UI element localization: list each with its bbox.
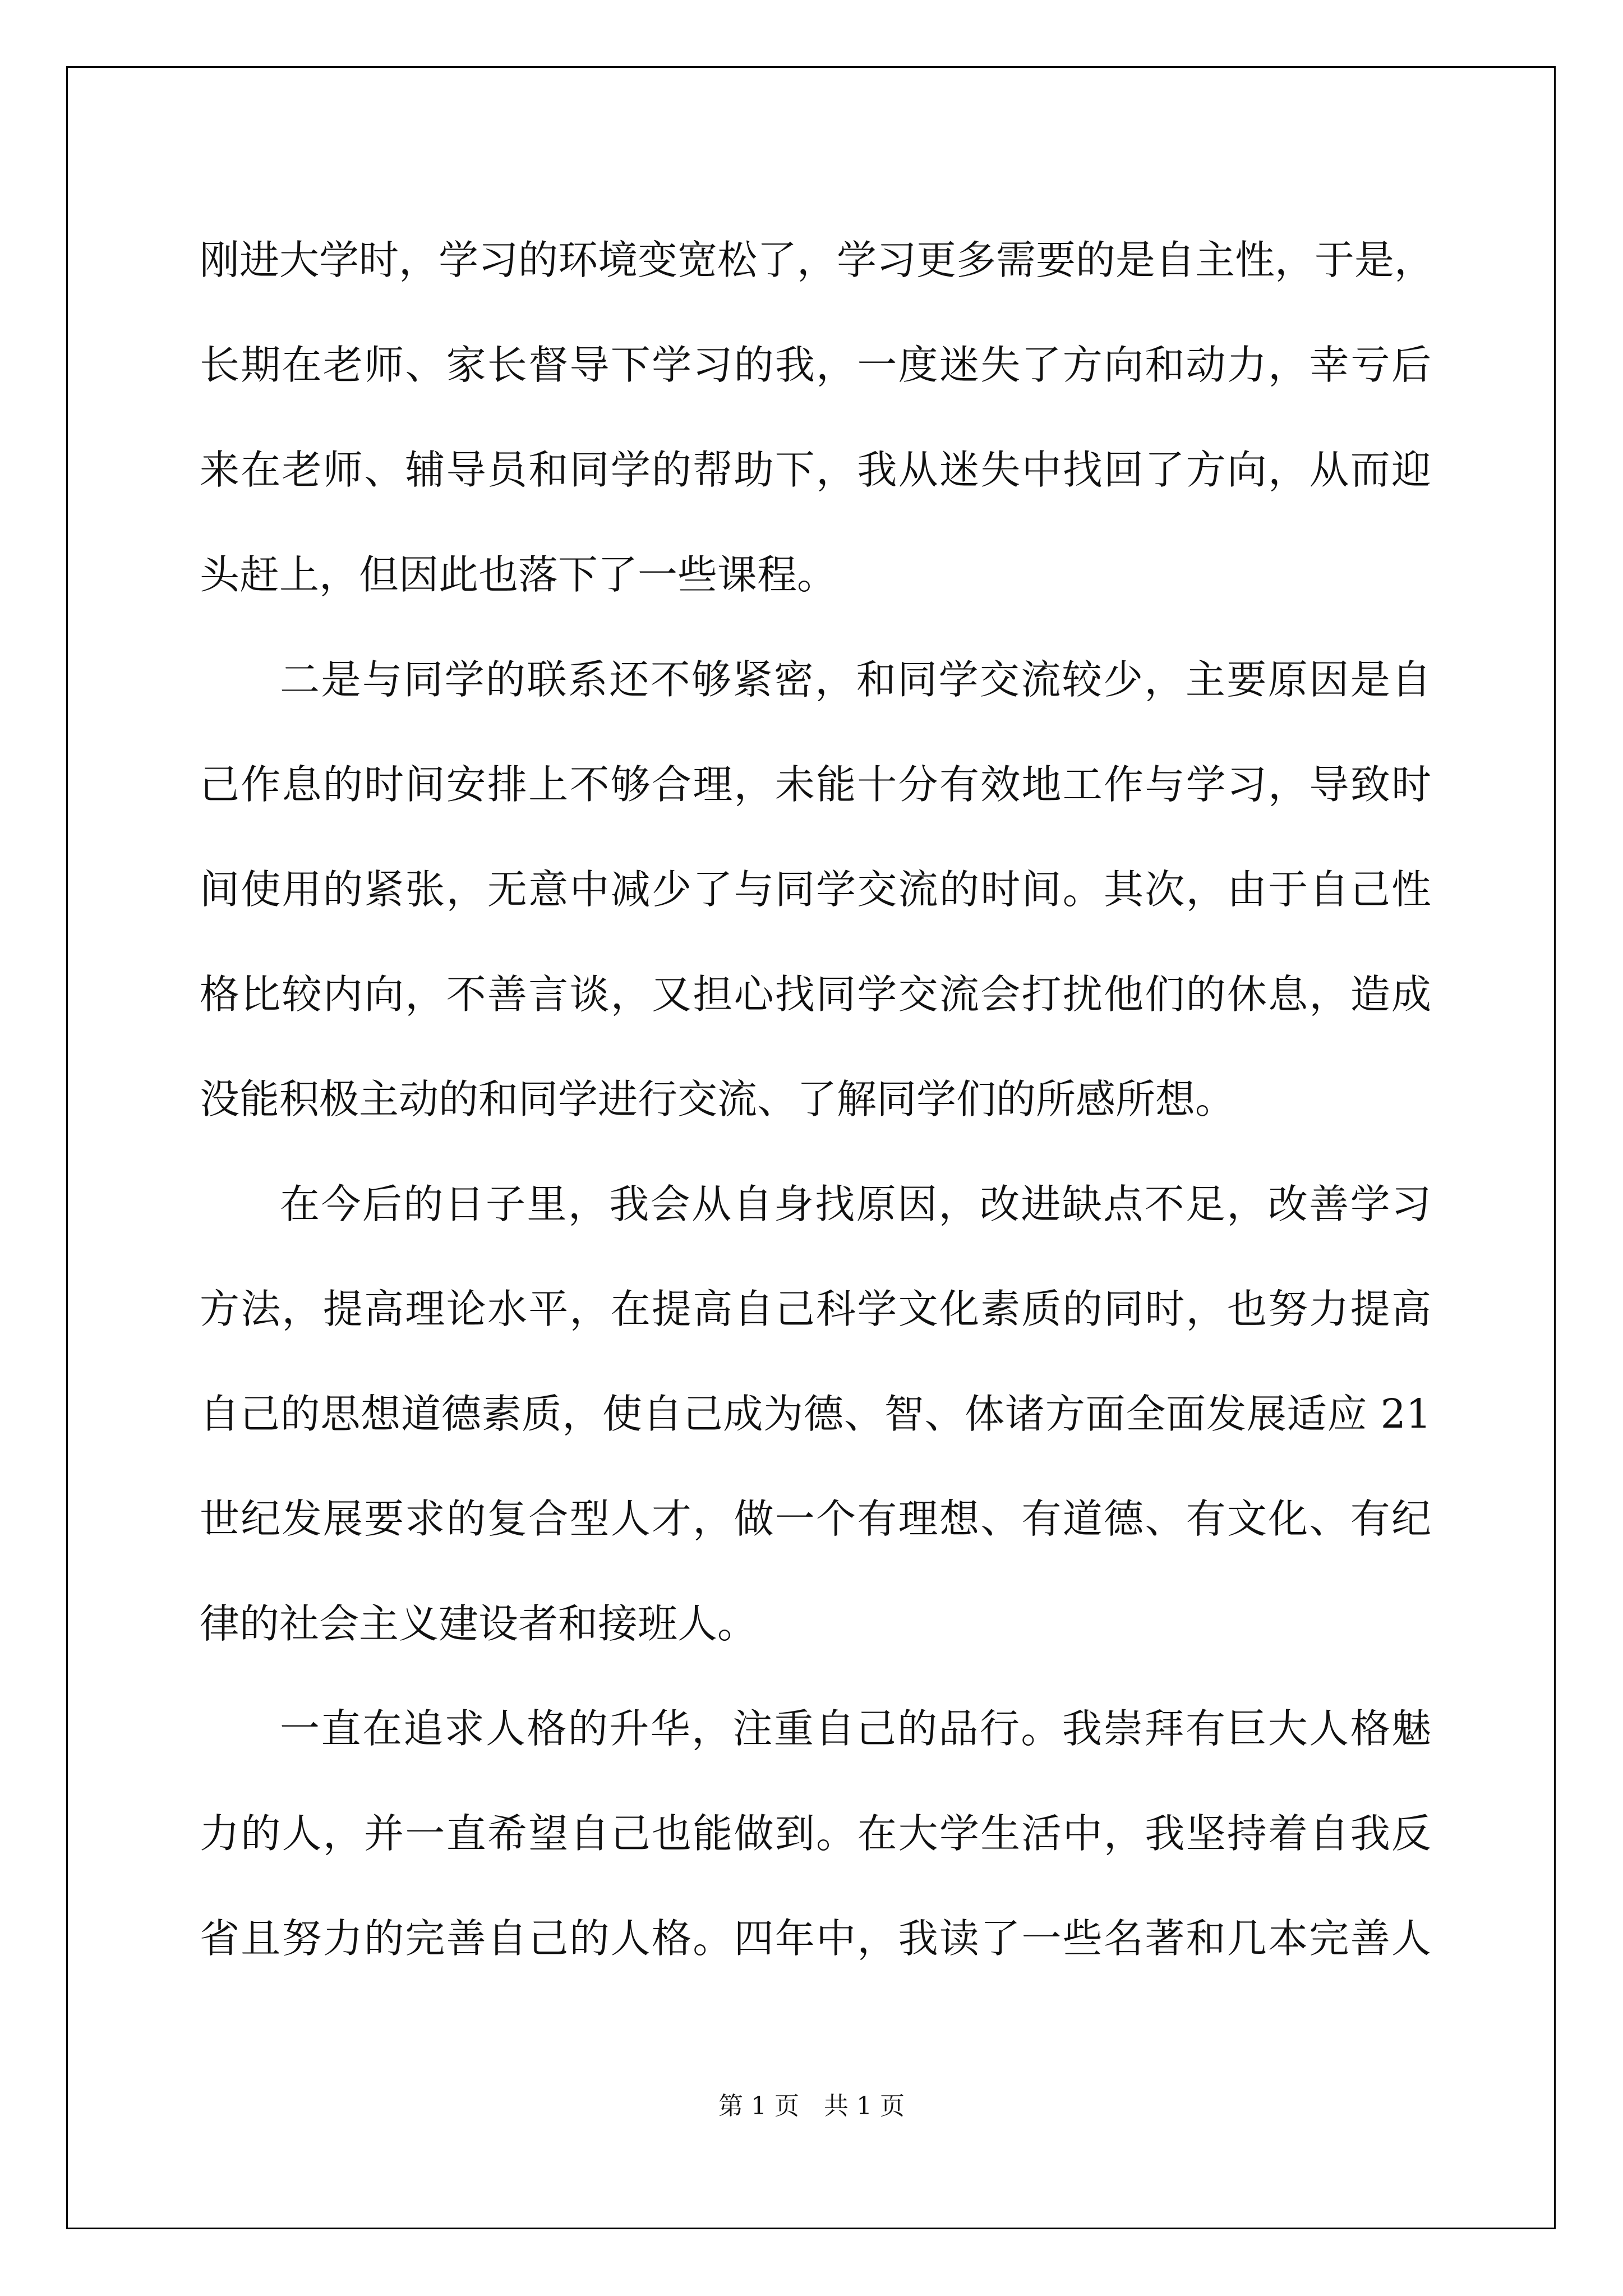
text-line: 方法，提高理论水平，在提高自己科学文化素质的同时，也努力提高 xyxy=(200,1286,1431,1332)
text-line: 省且努力的完善自己的人格。四年中，我读了一些名著和几本完善人 xyxy=(200,1915,1431,1962)
text-line: 长期在老师、家长督导下学习的我，一度迷失了方向和动力，幸亏后 xyxy=(200,342,1431,388)
paragraph-first-line: 在今后的日子里，我会从自身找原因，改进缺点不足，改善学习 xyxy=(280,1181,1431,1227)
text-line: 力的人，并一直希望自己也能做到。在大学生活中，我坚持着自我反 xyxy=(200,1810,1431,1857)
text-line: 来在老师、辅导员和同学的帮助下，我从迷失中找回了方向，从而迎 xyxy=(200,447,1431,493)
text-line: 刚进大学时，学习的环境变宽松了，学习更多需要的是自主性，于是， xyxy=(200,237,1435,283)
page-footer xyxy=(0,2090,1623,2123)
text-line: 没能积极主动的和同学进行交流、了解同学们的所感所想。 xyxy=(200,1076,1235,1122)
text-line: 格比较内向，不善言谈，又担心找同学交流会打扰他们的休息，造成 xyxy=(200,971,1431,1018)
page-number: 第 1 页 xyxy=(718,2092,799,2120)
paragraph-first-line: 一直在追求人格的升华，注重自己的品行。我崇拜有巨大人格魅 xyxy=(280,1705,1431,1752)
text-line: 世纪发展要求的复合型人才，做一个有理想、有道德、有文化、有纪 xyxy=(200,1496,1431,1542)
text-line: 间使用的紧张，无意中减少了与同学交流的时间。其次，由于自己性 xyxy=(200,866,1431,913)
text-line: 头赶上，但因此也落下了一些课程。 xyxy=(200,551,837,598)
text-line: 自己的思想道德素质，使自己成为德、智、体诸方面全面发展适应 21 xyxy=(200,1391,1431,1437)
paragraph-first-line: 二是与同学的联系还不够紧密，和同学交流较少，主要原因是自 xyxy=(280,656,1431,703)
text-line: 己作息的时间安排上不够合理，未能十分有效地工作与学习，导致时 xyxy=(200,761,1431,808)
page-total: 共 1 页 xyxy=(824,2092,905,2120)
text-line: 律的社会主义建设者和接班人。 xyxy=(200,1600,758,1647)
document-body xyxy=(200,208,1435,1991)
